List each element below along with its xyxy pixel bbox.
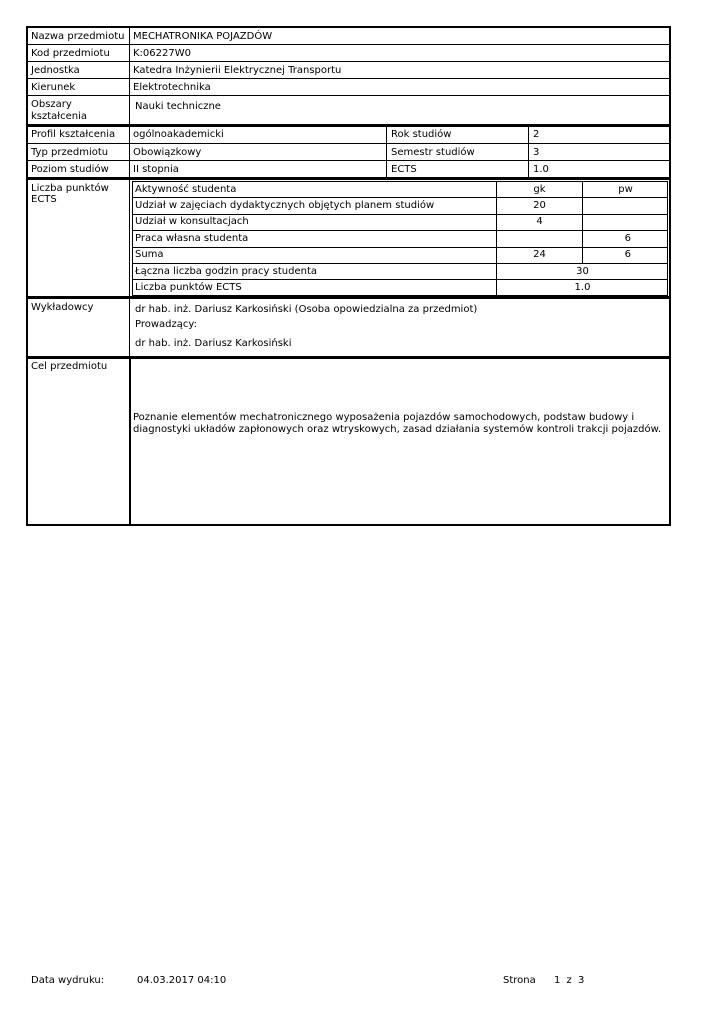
divider (27, 95, 670, 96)
ects-block-label: Liczba punktów (31, 183, 109, 194)
header-pw: pw (618, 184, 633, 195)
divider (27, 160, 670, 161)
row-pw: 6 (624, 233, 631, 244)
semestr-label: Semestr studiów (391, 147, 475, 158)
divider (132, 263, 668, 264)
kierunek-value: Elektrotechnika (133, 82, 211, 93)
row-activity: Praca własna studenta (135, 233, 249, 244)
profil-label: Profil kształcenia (31, 129, 116, 140)
ects-label: ECTS (391, 164, 417, 175)
header-activity: Aktywność studenta (135, 184, 237, 195)
divider (129, 179, 130, 297)
ects-points-value: 1.0 (574, 282, 591, 293)
row-activity: Udział w zajęciach dydaktycznych objętych planem studiów (135, 200, 435, 211)
divider (496, 181, 497, 296)
row-gk: 24 (533, 249, 546, 260)
divider (129, 298, 130, 357)
row-gk: 20 (533, 200, 546, 211)
row-pw: 6 (624, 249, 631, 260)
profile-block (26, 125, 671, 179)
rok-label: Rok studiów (391, 129, 452, 140)
goal-text-line1: Poznanie elementów mechatronicznego wyposażenia pojazdów samochodowych, podstaw budowy i (133, 412, 635, 423)
divider (129, 27, 130, 125)
lecturers-label: Wykładowcy (31, 302, 94, 313)
jednostka-label: Jednostka (31, 65, 80, 76)
print-date: 04.03.2017 04:10 (137, 975, 227, 986)
nazwa-value: MECHATRONIKA POJAZDÓW (133, 31, 273, 42)
obszary-label: Obszary (31, 99, 72, 110)
page-label: Strona (503, 975, 536, 986)
header-gk: gk (533, 184, 546, 195)
total-hours-label: Łączna liczba godzin pracy studenta (135, 266, 317, 277)
divider (27, 61, 670, 62)
profil-value: ogólnoakademicki (133, 129, 224, 140)
divider (132, 197, 668, 198)
goal-label: Cel przedmiotu (31, 361, 108, 372)
print-date-label: Data wydruku: (31, 975, 105, 986)
divider (132, 230, 668, 231)
obszary-label-line2: kształcenia (31, 111, 88, 122)
poziom-value: II stopnia (133, 164, 179, 175)
nazwa-label: Nazwa przedmiotu (31, 31, 125, 42)
divider (132, 214, 668, 215)
prowadzacy-name: dr hab. inż. Dariusz Karkosiński (135, 338, 292, 349)
ects-points-label: Liczba punktów ECTS (135, 282, 242, 293)
ects-block-label-line2: ECTS (31, 194, 57, 205)
rok-value: 2 (533, 129, 540, 140)
typ-value: Obowiązkowy (133, 147, 202, 158)
row-activity: Suma (135, 249, 164, 260)
semestr-value: 3 (533, 147, 540, 158)
lecturer-main: dr hab. inż. Dariusz Karkosiński (Osoba opowiedzialna za przedmiot) (135, 304, 478, 315)
divider (27, 44, 670, 45)
row-gk: 4 (536, 216, 543, 227)
jednostka-value: Katedra Inżynierii Elektrycznej Transportu (133, 65, 342, 76)
divider (27, 143, 670, 144)
divider (528, 126, 529, 178)
row-activity: Udział w konsultacjach (135, 216, 249, 227)
divider (27, 78, 670, 79)
divider (129, 126, 130, 178)
divider (132, 247, 668, 248)
ects-value: 1.0 (533, 164, 549, 175)
kod-label: Kod przedmiotu (31, 48, 110, 59)
total-hours-value: 30 (576, 266, 589, 277)
poziom-label: Poziom studiów (31, 164, 109, 175)
kierunek-label: Kierunek (31, 82, 76, 93)
typ-label: Typ przedmiotu (31, 147, 109, 158)
goal-block (26, 357, 671, 526)
obszary-value: Nauki techniczne (135, 101, 221, 112)
prowadzacy-label: Prowadzący: (135, 319, 197, 330)
divider (129, 358, 131, 525)
goal-text-line2: diagnostyki układów zapłonowych oraz wtryskowych, zasad działania systemów kontroli trakcji pojazdów. (133, 424, 662, 435)
divider (386, 126, 387, 178)
page-number: 1 z 3 (554, 975, 585, 986)
divider (132, 279, 668, 280)
kod-value: K:06227W0 (133, 48, 191, 59)
